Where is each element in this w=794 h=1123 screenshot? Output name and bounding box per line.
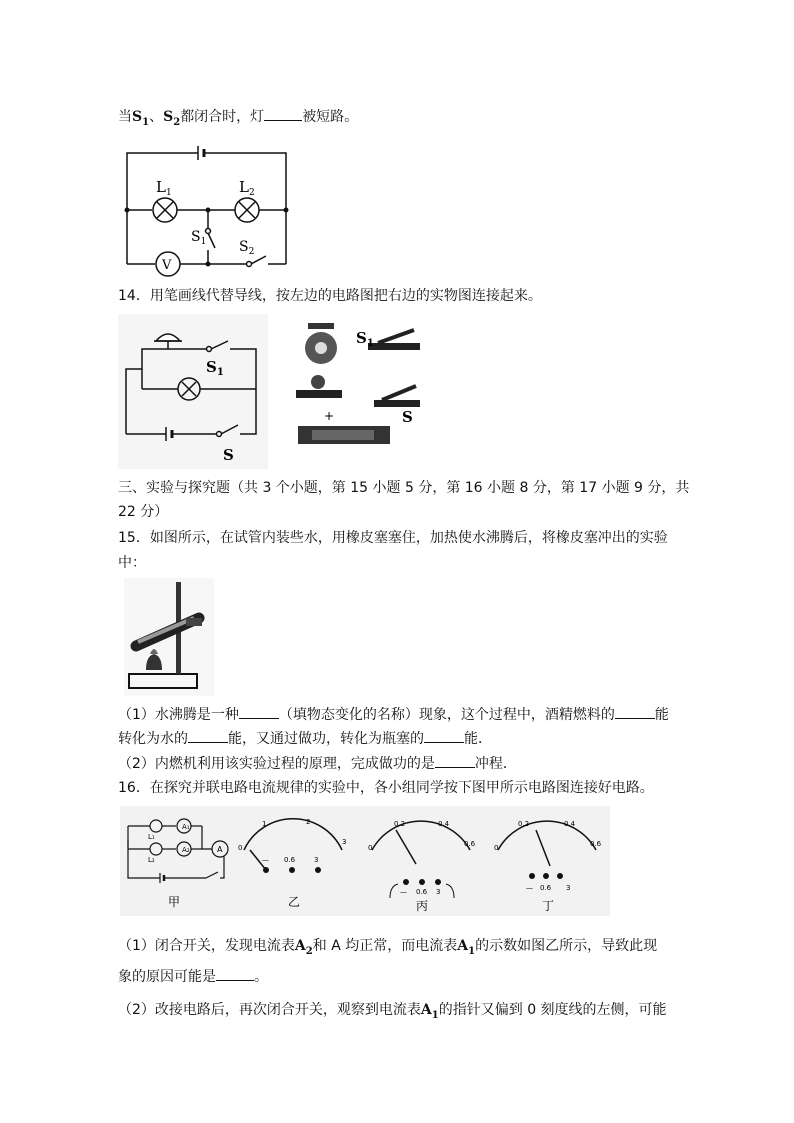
svg-text:0.2: 0.2 bbox=[518, 820, 530, 828]
bell-icon bbox=[305, 323, 337, 364]
l2-label: L₂ bbox=[148, 856, 155, 864]
answer-blank[interactable] bbox=[264, 106, 302, 121]
test-tube-apparatus bbox=[124, 578, 214, 696]
label-s-physical: S bbox=[402, 408, 413, 426]
svg-text:0: 0 bbox=[494, 844, 499, 852]
svg-text:0.6: 0.6 bbox=[284, 856, 296, 864]
label-ding: 丁 bbox=[542, 899, 555, 913]
q13-sep: 、 bbox=[149, 109, 164, 125]
answer-blank[interactable] bbox=[216, 966, 254, 981]
answer-blank[interactable] bbox=[188, 728, 228, 743]
q15-p2-line: （2）内燃机利用该实验过程的原理，完成做功的是 冲程． bbox=[118, 753, 517, 774]
label-s1: $S_1$ bbox=[191, 229, 207, 247]
answer-blank[interactable] bbox=[424, 728, 464, 743]
circuit-diagram-14 bbox=[118, 314, 268, 469]
label-s1: $S_1$ bbox=[206, 358, 224, 378]
physical-objects-14 bbox=[290, 318, 430, 453]
svg-text:3: 3 bbox=[436, 888, 441, 896]
a2-meter-label: A₂ bbox=[182, 846, 190, 854]
label-bing: 丙 bbox=[416, 899, 429, 913]
svg-text:3: 3 bbox=[314, 856, 319, 864]
ammeter-figures-16 bbox=[120, 806, 610, 916]
svg-text:3: 3 bbox=[342, 838, 347, 846]
ammeter-a1-ref: $A_1$ bbox=[420, 1002, 439, 1021]
circuit-diagram-13 bbox=[118, 140, 298, 280]
q16-p1-line1: （1）闭合开关，发现电流表$A_2$和 A 均正常，而电流表$A_1$的示数如图乙所示，导致此现 bbox=[118, 938, 658, 957]
q15-line2: 中： bbox=[118, 555, 146, 571]
answer-blank[interactable] bbox=[239, 704, 279, 719]
bulb-holder-icon bbox=[296, 375, 342, 398]
svg-text:0.4: 0.4 bbox=[438, 820, 450, 828]
section3-line1: 三、实验与探究题（共 3 个小题，第 15 小题 5 分，第 16 小题 8 分，第 17 小题 9 分，共 bbox=[118, 480, 690, 496]
q13-suffix: 被短路。 bbox=[302, 109, 359, 125]
ammeter-a1-ref: $A_1$ bbox=[457, 938, 476, 957]
svg-text:0.2: 0.2 bbox=[394, 820, 406, 828]
label-s1-physical: $S_1$ bbox=[356, 329, 374, 349]
svg-text:0.6: 0.6 bbox=[464, 840, 476, 848]
svg-text:3: 3 bbox=[566, 884, 571, 892]
a-meter-label: A bbox=[217, 845, 223, 854]
voltmeter-label: V bbox=[162, 258, 172, 273]
svg-text:0.6: 0.6 bbox=[416, 888, 428, 896]
svg-text:—: — bbox=[262, 856, 269, 864]
svg-text:0.6: 0.6 bbox=[540, 884, 552, 892]
l1-label: L₁ bbox=[148, 833, 155, 841]
switch-s-icon bbox=[374, 386, 420, 407]
svg-text:0.4: 0.4 bbox=[564, 820, 576, 828]
label-l1: $L_1$ bbox=[156, 178, 172, 198]
svg-text:0: 0 bbox=[238, 844, 243, 852]
answer-blank[interactable] bbox=[435, 753, 475, 768]
label-yi: 乙 bbox=[288, 895, 301, 909]
svg-text:—: — bbox=[400, 888, 407, 896]
label-l2: $L_2$ bbox=[239, 178, 255, 198]
q16-line1: 16．在探究并联电路电流规律的实验中，各小组同学按下图甲所示电路图连接好电路。 bbox=[118, 780, 654, 796]
label-jia: 甲 bbox=[168, 895, 181, 909]
q16-p1-line2: 象的原因可能是 。 bbox=[118, 966, 268, 987]
section3-line2: 22 分） bbox=[118, 504, 169, 520]
q13-prefix: 当 bbox=[118, 109, 132, 125]
svg-text:0.6: 0.6 bbox=[590, 840, 602, 848]
q13-s2: $S_2$ bbox=[163, 109, 181, 128]
plus-sign: + bbox=[324, 409, 335, 423]
q16-p2-line: （2）改接电路后，再次闭合开关，观察到电流表$A_1$的指针又偏到 0 刻度线的左侧，可能 bbox=[118, 1002, 667, 1021]
q13-mid: 都闭合时，灯 bbox=[180, 109, 265, 125]
svg-text:1: 1 bbox=[262, 820, 267, 828]
q13-line bbox=[118, 106, 358, 133]
ammeter-a2-ref: $A_2$ bbox=[294, 938, 313, 957]
battery-icon bbox=[298, 426, 390, 444]
q15-line1: 15．如图所示，在试管内装些水，用橡皮塞塞住，加热使水沸腾后，将橡皮塞冲出的实验 bbox=[118, 530, 668, 546]
svg-text:—: — bbox=[526, 884, 533, 892]
q15-p1-line2: 转化为水的 能，又通过做功，转化为瓶塞的 能． bbox=[118, 728, 492, 749]
switch-s1-icon bbox=[368, 330, 420, 350]
svg-text:2: 2 bbox=[306, 818, 311, 826]
q15-p1-line1: （1）水沸腾是一种 （填物态变化的名称）现象，这个过程中，酒精燃料的 能 bbox=[118, 704, 669, 725]
answer-blank[interactable] bbox=[615, 704, 655, 719]
q13-s1: $S_1$ bbox=[132, 109, 150, 128]
q14-line: 14．用笔画线代替导线，按左边的电路图把右边的实物图连接起来。 bbox=[118, 288, 542, 304]
label-s2: $S_2$ bbox=[239, 239, 255, 257]
label-s: S bbox=[223, 446, 234, 464]
a1-meter-label: A₁ bbox=[182, 823, 190, 831]
svg-text:0: 0 bbox=[368, 844, 373, 852]
